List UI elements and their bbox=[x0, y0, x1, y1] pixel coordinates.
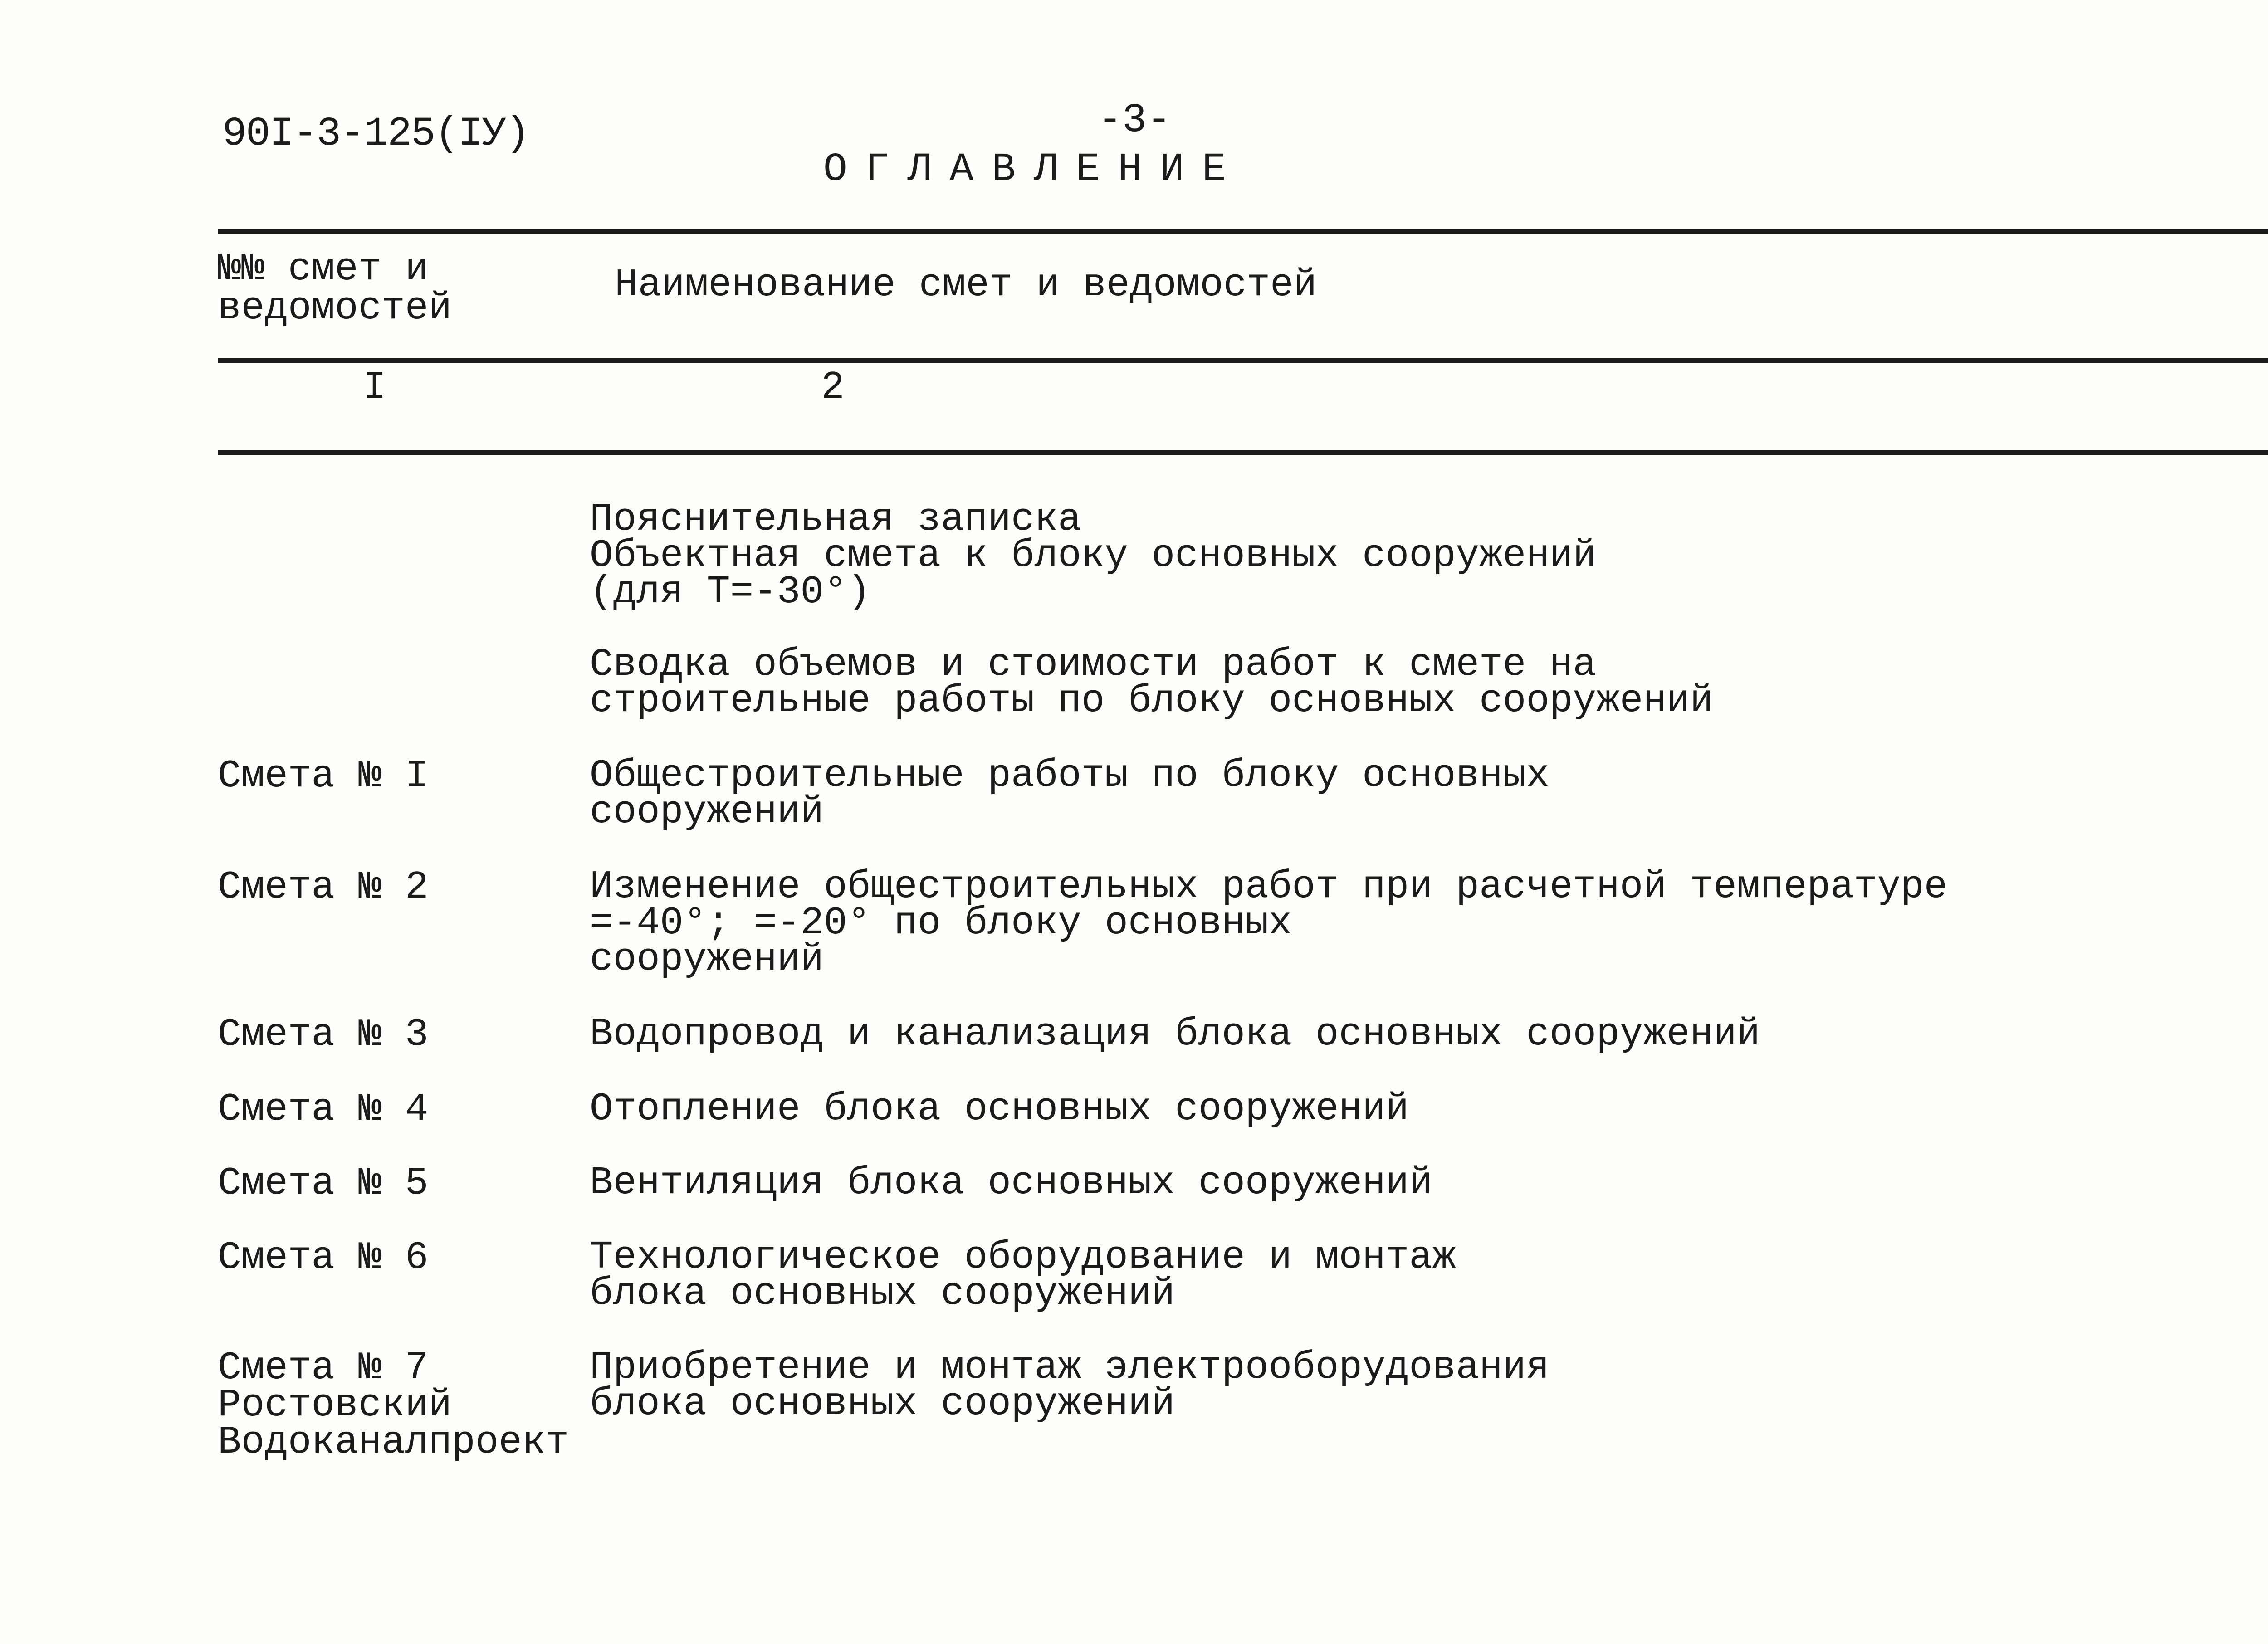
page-title: ОГЛАВЛЕНИЕ bbox=[823, 147, 1245, 192]
list-item-name: Технологическое оборудование и монтаж блока основных сооружений bbox=[590, 1235, 1456, 1316]
list-item-code: Смета № 3 bbox=[218, 1012, 429, 1057]
table-body-rule bbox=[218, 450, 2268, 455]
column-number-2: 2 bbox=[821, 365, 845, 410]
list-item-code: Смета № I bbox=[218, 754, 429, 798]
list-item-name: Объектная смета к блоку основных сооружений (для Т=-30°) bbox=[590, 533, 1597, 614]
list-item-name: Сводка объемов и стоимости работ к смете на строительные работы по блоку основных сооружений bbox=[590, 642, 1714, 723]
list-item-code: Смета № 4 bbox=[218, 1087, 429, 1132]
organization-name: Ростовский Водоканалпроект bbox=[218, 1383, 569, 1464]
table-top-rule bbox=[218, 229, 2268, 234]
page-number: -3- bbox=[1098, 98, 1172, 144]
list-item-name: Приобретение и монтаж электрооборудования блока основных сооружений bbox=[590, 1345, 1549, 1426]
list-item-code: Смета № 7 bbox=[218, 1346, 429, 1390]
column-number-1: I bbox=[363, 365, 386, 410]
list-item-name: Водопровод и канализация блока основных сооружений bbox=[590, 1012, 1760, 1056]
list-item-name: Отопление блока основных сооружений bbox=[590, 1087, 1409, 1131]
list-item-code: Смета № 5 bbox=[218, 1161, 429, 1205]
list-item-code: Смета № 6 bbox=[218, 1235, 429, 1280]
list-item-name: Изменение общестроительных работ при расчетной температуре =-40°; =-20° по блоку основных сооружений bbox=[590, 864, 1948, 981]
list-item-name: Пояснительная записка bbox=[590, 497, 1081, 541]
document-code: 90I-3-125(IУ) bbox=[222, 111, 529, 157]
list-item-code: Смета № 2 bbox=[218, 865, 429, 909]
list-item-name: Общестроительные работы по блоку основных сооружений bbox=[590, 753, 1549, 834]
column-header-codes: №№ смет и ведомостей bbox=[218, 247, 452, 330]
list-item-name: Вентиляция блока основных сооружений bbox=[590, 1161, 1432, 1205]
column-header-names: Наименование смет и ведомостей bbox=[615, 263, 1317, 307]
table-header-rule bbox=[218, 358, 2268, 363]
